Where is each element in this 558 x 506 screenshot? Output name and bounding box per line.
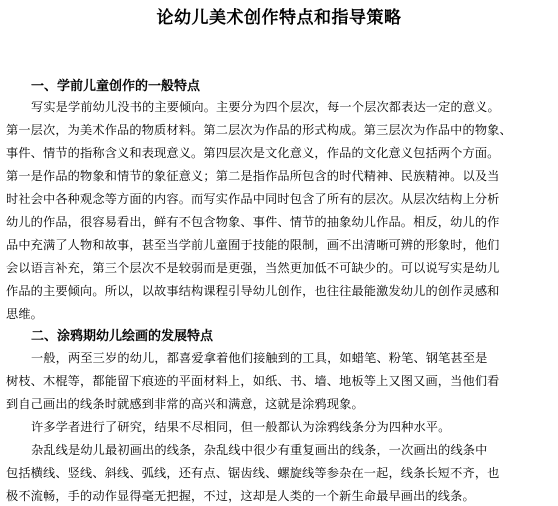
section-2-heading: 二、涂鸦期幼儿绘画的发展特点 [31,329,214,344]
section-1-paragraph-line: 品中充满了人物和故事，甚至当学前儿童囿于技能的限制，画不出清晰可辨的形象时，他们 [6,238,500,252]
section-2-paragraph-line: 树枝、木棍等，都能留下痕迹的平面材料上，如纸、书、墙、地板等上又图又画，当他们看 [6,374,500,388]
section-2-paragraph-line: 极不流畅，手的动作显得毫无把握，不过，这却是人类的一个新生命最早画出的线条。 [6,489,475,503]
section-1-paragraph-line: 作品的主要倾向。所以，以故事结构课程引导幼儿创作，也往往最能激发幼儿的创作灵感和 [6,284,500,298]
section-2-paragraph-line: 杂乱线是幼儿最初画出的线条，杂乱线中很少有重复画出的线条，一次画出的线条中 [31,443,488,457]
section-1-heading: 一、学前儿童创作的一般特点 [31,79,201,94]
section-1-paragraph-line: 写实是学前幼儿没书的主要倾向。主要分为四个层次，每一个层次都表达一定的意义。 [31,100,500,114]
section-1-paragraph-line: 第一层次，为美术作品的物质材料。第二层次为作品的形式构成。第三层次为作品中的物象、 [6,123,512,137]
section-1-paragraph-line: 幼儿的作品，很容易看出，鲜有不包含物象、事件、情节的抽象幼儿作品。相反，幼儿的作 [6,215,500,229]
section-1-paragraph-line: 第一是作品的物象和情节的象征意义；第二是指作品所包含的时代精神、民族精神。以及当 [6,169,500,183]
section-1-paragraph-line: 事件、情节的指称含义和表现意义。第四层次是文化意义，作品的文化意义包括两个方面。 [6,146,500,160]
section-2-paragraph-line: 到自己画出的线条时就感到非常的高兴和满意，这就是涂鸦现象。 [6,397,364,411]
section-2-paragraph-line: 一般，两至三岁的幼儿，都喜爱拿着他们接触到的工具，如蜡笔、粉笔、钢笔甚至是 [31,351,488,365]
section-2-paragraph-line: 许多学者进行了研究，结果不尽相同，但一般都认为涂鸦线条分为四种水平。 [31,420,451,434]
section-2-paragraph-line: 包括横线、竖线、斜线、弧线，还有点、锯齿线、螺旋线等参杂在一起，线条长短不齐，也 [6,466,500,480]
section-1-paragraph-line: 思维。 [6,307,44,321]
section-1-paragraph-line: 会以语言补充，第三个层次不是较弱而是更强，当然更加低不可缺少的。可以说写实是幼儿 [6,261,500,275]
section-1-paragraph-line: 时社会中各种观念等方面的内容。而写实作品中同时包含了所有的层次。从层次结构上分析 [6,192,500,206]
document-title: 论幼儿美术创作特点和指导策略 [156,8,402,28]
